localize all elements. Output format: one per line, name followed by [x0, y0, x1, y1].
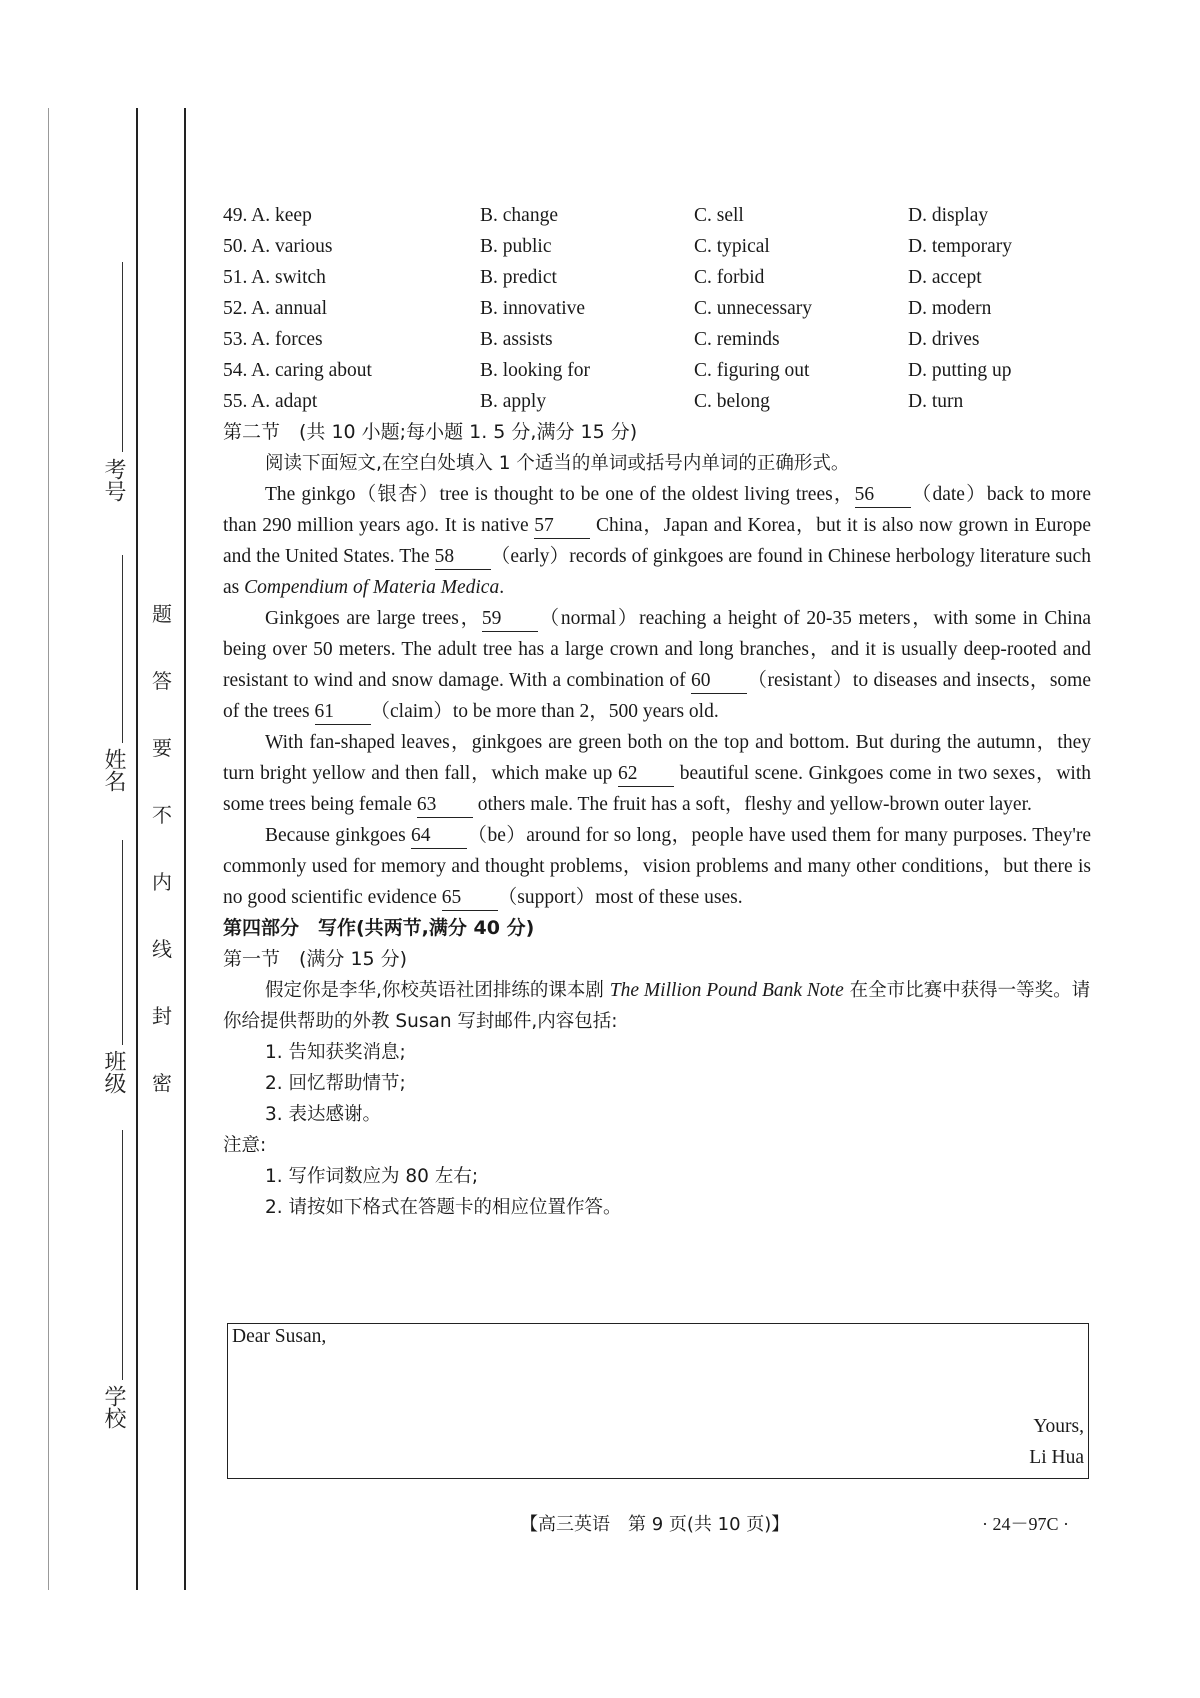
- exam-number-label: 考号: [101, 458, 126, 502]
- passage-text: （normal）reaching a height of 20-35 meters，with some in China being over 50 meters. The adult tree has a large crown and long branches，and it is usually deep-rooted and resistant to wind and snow damage. With a combination of: [223, 608, 1091, 691]
- option-d: D. temporary: [908, 236, 1012, 257]
- passage-text: others male. The fruit has a soft，fleshy and yellow-brown outer layer.: [477, 794, 1032, 815]
- prompt-item: 1. 告知获奖消息;: [265, 1042, 406, 1063]
- option-a: 51. A. switch: [223, 267, 326, 288]
- passage-paragraph-3: [223, 727, 1091, 820]
- blank-65[interactable]: 65: [442, 886, 498, 911]
- option-d: D. display: [908, 205, 989, 226]
- option-b: B. public: [480, 236, 552, 257]
- option-b: B. assists: [480, 329, 553, 350]
- seal-char: 密: [152, 1071, 172, 1095]
- name-blank: [122, 555, 123, 743]
- blank-59[interactable]: 59: [482, 607, 538, 632]
- play-title: The Million Pound Bank Note: [609, 980, 844, 1001]
- option-b: B. looking for: [480, 360, 590, 381]
- school-blank: [122, 1130, 123, 1380]
- class-blank: [122, 840, 123, 1045]
- section-2-title: 第二节 (共 10 小题;每小题 1. 5 分,满分 15 分): [223, 421, 638, 443]
- seal-char: 内: [152, 870, 172, 894]
- options-list: [223, 200, 1091, 417]
- class-label: 班级: [101, 1050, 126, 1094]
- note-item: 2. 请按如下格式在答题卡的相应位置作答。: [265, 1197, 622, 1218]
- page-footer: 【高三英语 第 9 页(共 10 页)】: [520, 1514, 790, 1535]
- passage-text: beautiful scene. Ginkgoes come in two sexes，with some trees being female: [223, 763, 1091, 815]
- option-c: C. unnecessary: [694, 298, 813, 319]
- paper-code: · 24－97C ·: [982, 1514, 1069, 1534]
- section-2-instruction: 阅读下面短文,在空白处填入 1 个适当的单词或括号内单词的正确形式。: [265, 453, 850, 474]
- seal-char: 线: [152, 937, 172, 961]
- name-label: 姓名: [101, 748, 126, 792]
- passage-text: （resistant）to diseases and insects，some of the trees: [223, 670, 1091, 722]
- passage-text: （early）records of ginkgoes are found in Chinese herbology literature such as: [223, 546, 1092, 598]
- blank-60[interactable]: 60: [691, 669, 747, 694]
- passage-text: （support）most of these uses.: [497, 887, 743, 908]
- option-c: C. typical: [694, 236, 770, 257]
- option-b: B. predict: [480, 267, 557, 288]
- option-c: C. figuring out: [694, 360, 810, 381]
- letter-signature: Li Hua: [1029, 1447, 1084, 1468]
- option-row: [223, 200, 1091, 231]
- option-row: [223, 386, 1091, 417]
- option-b: B. apply: [480, 391, 547, 412]
- option-c: C. sell: [694, 205, 744, 226]
- passage-text: （be）around for so long，people have used them for many purposes. They're commonly used for memory and thought problems，vision problems and many other conditions，but there is no good scientific evidence: [223, 825, 1091, 908]
- writing-prompt: [223, 975, 1091, 1037]
- option-d: D. putting up: [908, 360, 1012, 381]
- prompt-text: 假定你是李华,你校英语社团排练的课本剧: [265, 980, 604, 1001]
- option-d: D. turn: [908, 391, 964, 412]
- letter-greeting: Dear Susan,: [232, 1326, 327, 1347]
- passage-text: （claim）to be more than 2，500 years old.: [370, 701, 719, 722]
- passage-text: Ginkgoes are large trees，: [265, 608, 482, 629]
- note-title: 注意:: [223, 1135, 267, 1156]
- page-content: [223, 200, 1091, 1223]
- blank-64[interactable]: 64: [411, 824, 467, 849]
- exam-number-blank: [122, 262, 123, 452]
- seal-char: 答: [152, 669, 172, 693]
- passage-text: With fan-shaped leaves，ginkgoes are green both on the top and bottom. But during the autumn，they turn bright yellow and then fall，which make up: [223, 732, 1091, 784]
- book-title: Compendium of Materia Medica: [244, 577, 500, 598]
- passage-text: Because ginkgoes: [265, 825, 406, 846]
- option-row: [223, 324, 1091, 355]
- binding-line-outer: [136, 108, 138, 1590]
- option-c: C. forbid: [694, 267, 765, 288]
- option-a: 50. A. various: [223, 236, 333, 257]
- passage-paragraph-2: [223, 603, 1091, 727]
- passage-text: China，Japan and Korea，but it is also now grown in Europe and the United States. The: [223, 515, 1092, 567]
- option-d: D. modern: [908, 298, 992, 319]
- option-a: 53. A. forces: [223, 329, 323, 350]
- option-c: C. reminds: [694, 329, 780, 350]
- blank-63[interactable]: 63: [417, 793, 473, 818]
- seal-char: 要: [152, 736, 172, 760]
- option-d: D. accept: [908, 267, 982, 288]
- passage-paragraph-1: [223, 479, 1091, 603]
- option-a: 54. A. caring about: [223, 360, 372, 381]
- letter-closing: Yours,: [1033, 1416, 1084, 1437]
- option-c: C. belong: [694, 391, 770, 412]
- binding-line-inner: [184, 108, 186, 1590]
- part-4-section-1-title: 第一节 (满分 15 分): [223, 948, 408, 970]
- blank-58[interactable]: 58: [435, 545, 491, 570]
- seal-char: 题: [152, 602, 172, 626]
- passage-text: .: [499, 577, 505, 598]
- option-a: 49. A. keep: [223, 205, 312, 226]
- option-a: 52. A. annual: [223, 298, 327, 319]
- binding-line-left-edge: [48, 108, 49, 1590]
- blank-57[interactable]: 57: [534, 514, 590, 539]
- blank-61[interactable]: 61: [315, 700, 371, 725]
- seal-char: 封: [152, 1004, 172, 1028]
- prompt-item: 3. 表达感谢。: [265, 1104, 382, 1125]
- option-row: [223, 355, 1091, 386]
- blank-56[interactable]: 56: [855, 483, 911, 508]
- prompt-item: 2. 回忆帮助情节;: [265, 1073, 406, 1094]
- seal-char: 不: [152, 803, 172, 827]
- part-4-title: 第四部分 写作(共两节,满分 40 分): [223, 917, 535, 939]
- option-row: [223, 262, 1091, 293]
- passage-text: The ginkgo（银杏）tree is thought to be one of the oldest living trees，: [265, 484, 855, 505]
- option-row: [223, 231, 1091, 262]
- passage-text: （date）back to more than 290 million years ago. It is native: [223, 484, 1092, 536]
- school-label: 学校: [101, 1385, 126, 1429]
- option-b: B. change: [480, 205, 558, 226]
- prompt-text: 在全市比赛中获得一等奖。请你给提供帮助的外教 Susan 写封邮件,内容包括:: [223, 980, 1091, 1032]
- passage-paragraph-4: [223, 820, 1091, 913]
- note-item: 1. 写作词数应为 80 左右;: [265, 1166, 479, 1187]
- option-a: 55. A. adapt: [223, 391, 318, 412]
- option-d: D. drives: [908, 329, 980, 350]
- letter-answer-box[interactable]: [227, 1323, 1089, 1479]
- option-row: [223, 293, 1091, 324]
- blank-62[interactable]: 62: [618, 762, 674, 787]
- option-b: B. innovative: [480, 298, 586, 319]
